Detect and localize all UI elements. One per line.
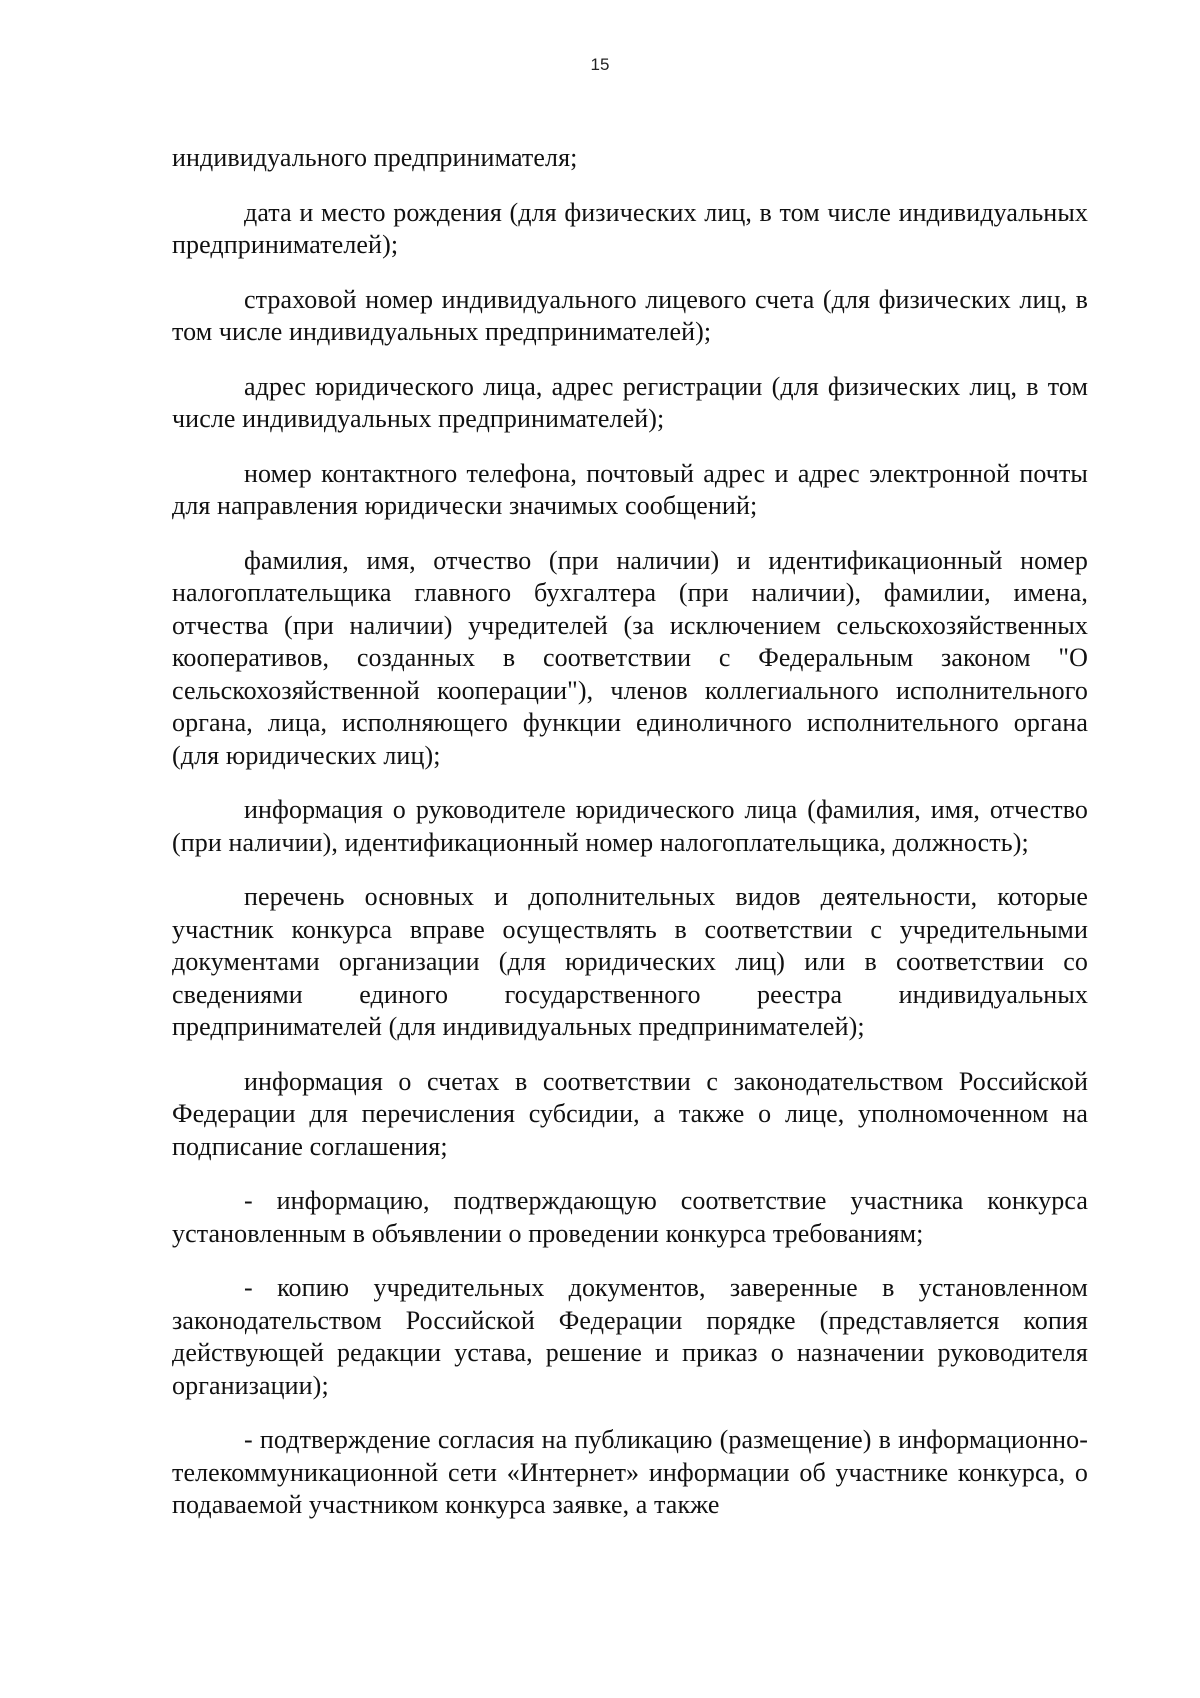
paragraph-7: информация о руководителе юридического лица (фамилия, имя, отчество (при наличии), идентификационный номер налогоплательщика, должность); xyxy=(172,795,1088,857)
paragraph-1: индивидуального предпринимателя; xyxy=(172,143,578,172)
paragraph-5: номер контактного телефона, почтовый адрес и адрес электронной почты для направления юридически значимых сообщений; xyxy=(172,458,1088,520)
paragraph-3: страховой номер индивидуального лицевого счета (для физических лиц, в том числе индивидуальных предпринимателей); xyxy=(172,284,1088,346)
document-body xyxy=(172,142,1088,1544)
paragraph-8: перечень основных и дополнительных видов деятельности, которые участник конкурса вправе осуществлять в соответствии с учредительными документами организации (для юридических лиц) или в соответствии со сведениями единого государственного реестра индивидуальных предпринимателей (для индивидуальных предпринимателей); xyxy=(172,882,1088,1041)
page-number: 15 xyxy=(590,55,610,74)
paragraph-2: дата и место рождения (для физических лиц, в том числе индивидуальных предпринимателей); xyxy=(172,197,1088,259)
paragraph-12: - подтверждение согласия на публикацию (размещение) в информационно-телекоммуникационной сети «Интернет» информации об участнике конкурса, о подаваемой участником конкурса заявке, а также xyxy=(172,1425,1088,1519)
paragraph-11: - копию учредительных документов, заверенные в установленном законодательством Российской Федерации порядке (представляется копия действующей редакции устава, решение и приказ о назначении руководителя организации); xyxy=(172,1273,1088,1400)
paragraph-4: адрес юридического лица, адрес регистрации (для физических лиц, в том числе индивидуальных предпринимателей); xyxy=(172,371,1088,433)
paragraph-6: фамилия, имя, отчество (при наличии) и идентификационный номер налогоплательщика главного бухгалтера (при наличии), фамилии, имена, отчества (при наличии) учредителей (за исключением сельскохозяйственных кооперативов, созданных в соответствии с Федеральным законом "О сельскохозяйственной кооперации"), членов коллегиального исполнительного органа, лица, исполняющего функции единоличного исполнительного органа (для юридических лиц); xyxy=(172,545,1088,770)
paragraph-10: - информацию, подтверждающую соответствие участника конкурса установленным в объявлении о проведении конкурса требованиям; xyxy=(172,1186,1088,1248)
paragraph-9: информация о счетах в соответствии с законодательством Российской Федерации для перечисления субсидии, а также о лице, уполномоченном на подписание соглашения; xyxy=(172,1066,1088,1161)
